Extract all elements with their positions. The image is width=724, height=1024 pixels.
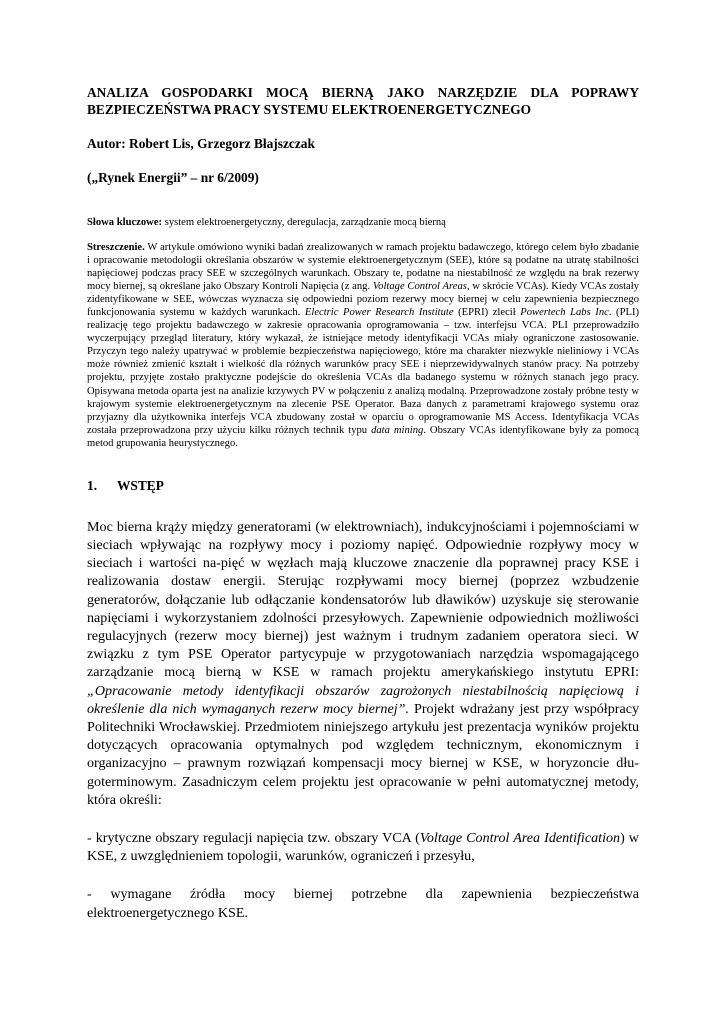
keywords-text: system elektroenergetyczny, deregulacja, zarządzanie mocą bierną — [162, 217, 446, 228]
list-item-italic: Voltage Control Area Identification — [419, 830, 621, 846]
list-item-text: - wymagane źródła mocy biernej potrzebne dla zapewnienia bezpieczeństwa elektroenergetycznego KSE. — [87, 886, 639, 921]
abstract-italic: Electric Power Research Institute — [304, 307, 454, 319]
document-page — [87, 84, 639, 922]
abstract-text: , w skrócie VCAs). Kiedy VCAs zostały zidentyfikowane w SEE, wówczas wyznacza się odpowiedni poziom rezerwy mocy biernej w celu zapewnienia bezpiecznego funkcjonowania systemu w każdych warunkach. — [87, 281, 639, 319]
abstract-text: . Obszary VCAs identyfikowane były za pomocą metod grupowania heurystycznego. — [87, 424, 639, 449]
abstract — [87, 241, 639, 450]
paper-title: ANALIZA GOSPODARKI MOCĄ BIERNĄ JAKO NARZĘDZIE DLA POPRAWY BEZPIECZEŃSTWA PRACY SYSTEMU ELEKTROENERGETYCZNEGO — [87, 85, 639, 117]
body-paragraph — [87, 518, 639, 809]
body-text: Moc bierna krąży między generatorami (w elektrowniach), indukcyjnościami i pojemnościami w sieciach wpływając na rozpływy mocy i poziomy napięć. Odpowiednie rozpływy mocy w sieciach i wartości na-pięć w węzłach mają kluczowe znaczenie dla poprawnej pracy KSE i realizowania dostaw energii. Sterując rozpływami mocy biernej (poprzez wzbudzenie generatorów, dołączanie lub odłączanie kondensatorów lub dławików) uzyskuje się sterowanie napięciami i wykorzystaniem zdolności przesyłowych. Zapewnienie odpowiednich możliwości regulacyjnych (rezerw mocy biernej) jest ważnym i trudnym zadaniem operatora sieci. W związku z tym PSE Operator partycypuje w przygotowaniach narzędzia wspomagającego zarządzanie mocą bierną w KSE w ramach projektu amerykańskiego instytutu EPRI: — [87, 518, 639, 681]
body-text: Projekt wdrażany jest przy współpracy Politechniki Wrocławskiej. Przedmiotem niniejszego artykułu jest prezentacja wyników projektu dotyczących opracowania optymalnych pod względem technicznym, ekonomicznym i organizacyjno – prawnym rozwiązań kompensacji mocy biernej w KSE, w horyzoncie dłu-goterminowym. Zasadniczym celem projektu jest opracowanie w pełni automatycznej metody, która określi: — [87, 700, 640, 808]
list-item-text: - krytyczne obszary regulacji napięcia tzw. obszary VCA ( — [87, 830, 420, 846]
list-item-text: ) w KSE, z uwzględnieniem topologii, warunków, ograniczeń i przesyłu, — [87, 830, 639, 865]
abstract-italic: Powertech Labs Inc — [520, 307, 609, 319]
keywords-label: Słowa kluczowe: — [87, 217, 163, 228]
section-number: 1. — [87, 477, 98, 493]
body-italic: „Opracowanie metody identyfikacji obszarów zagrożonych niestabilnością napięciową i określenie dla nich wymaganych rezerw mocy biernej”. — [87, 682, 639, 717]
list-item — [87, 829, 639, 865]
keywords — [87, 216, 639, 229]
abstract-italic: data mining — [371, 424, 424, 436]
list-item — [87, 885, 639, 921]
abstract-text: . (PLI) realizację tego projektu badawczego w zakresie opracowania oprogramowania – tzw. interfejsu VCA. PLI przeprowadziło wyczerpujący przegląd literatury, który wykazał, że istniejące metody identyfikacji VCAs miały ograniczone zastosowanie. Przyczyn tego należy upatrywać w problemie bezpieczeństwa napięciowego, które ma charakter niezwykle nieliniowy i VCAs może również zmienić kształt i wielkość dla różnych warunków pracy SEE i nieprzewidywalnych stanów pracy. Na potrzeby projektu, przyjęte zostało praktyczne podejście do określenia VCAs dla badanego systemu w różnych stanach jego pracy. Opisywana metoda oparta jest na analizie krzywych PV w połączeniu z analizą modalną. Przeprowadzone zostały próbne testy w krajowym systemie elektroenergetycznym na zlecenie PSE Operator. Baza danych z parametrami krajowego systemu oraz przyjazny dla użytkownika interfejs VCA zbudowany został w oparciu o oprogramowanie MS Access. Identyfikacja VCAs została przeprowadzona przy użyciu kilku różnych technik typu — [87, 307, 639, 436]
source-line: („Rynek Energii” – nr 6/2009) — [87, 170, 259, 185]
section-heading — [87, 478, 639, 494]
abstract-text: W artykule omówiono wyniki badań zrealizowanych w ramach projektu badawczego, którego celem było zbadanie i opracowanie metodologii określania obszarów w systemie elektroenergetycznym (SEE), które są podatne na utratę stabilności napięciowej podczas pracy SEE w szczególnych warunkach. Obszary te, podatne na niestabilność ze względu na brak rezerwy mocy biernej, są określane jako Obszary Kontroli Napięcia (z ang. — [87, 242, 639, 293]
section-title: WSTĘP — [117, 477, 164, 493]
abstract-italic: Voltage Control Areas — [372, 281, 467, 293]
abstract-label: Streszczenie. — [87, 242, 145, 253]
abstract-text: (EPRI) zlecił — [453, 307, 521, 319]
author-line: Autor: Robert Lis, Grzegorz Błajszczak — [87, 136, 315, 151]
